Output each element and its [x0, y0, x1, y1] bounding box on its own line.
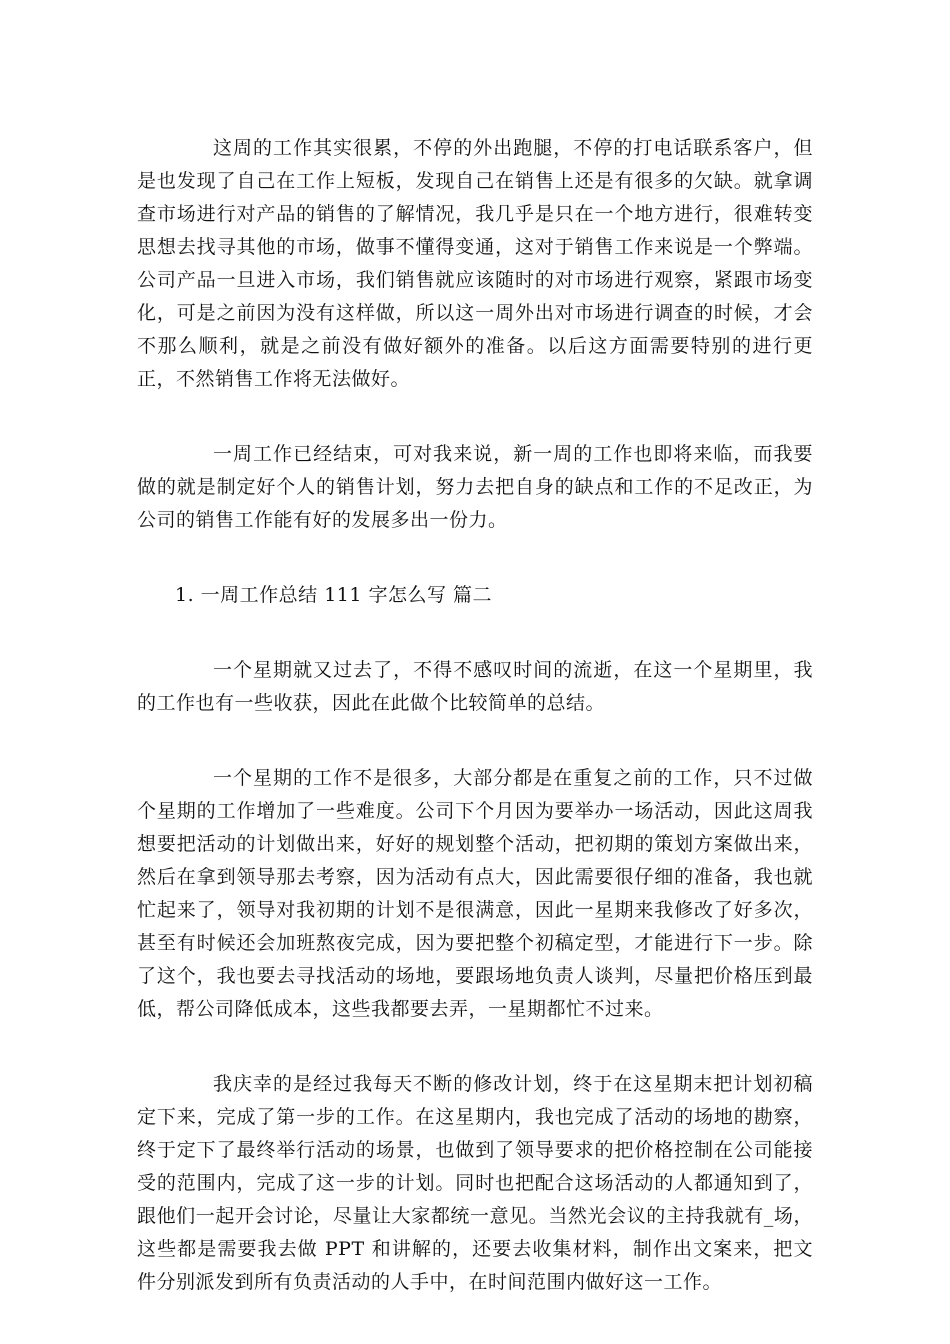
- paragraph-4: 一个星期的工作不是很多，大部分都是在重复之前的工作，只不过做个星期的工作增加了一些难度。公司下个月因为要举办一场活动，因此这周我想要把活动的计划做出来，好好的规划整个活动，把初期的策划方案做出来，然后在拿到领导那去考察，因为活动有点大，因此需要很仔细的准备，我也就忙起来了，领导对我初期的计划不是很满意，因此一星期来我修改了好多次，甚至有时候还会加班熬夜完成，因为要把整个初稿定型，才能进行下一步。除了这个，我也要去寻找活动的场地，要跟场地负责人谈判，尽量把价格压到最低，帮公司降低成本，这些我都要去弄，一星期都忙不过来。: [137, 767, 813, 1020]
- document-body: [137, 132, 813, 1341]
- paragraph-5: 我庆幸的是经过我每天不断的修改计划，终于在这星期末把计划初稿定下来，完成了第一步的工作。在这星期内，我也完成了活动的场地的勘察，终于定下了最终举行活动的场景，也做到了领导要求的把价格控制在公司能接受的范围内，完成了这一步的计划。同时也把配合这场活动的人都通知到了，跟他们一起开会讨论，尽量让大家都统一意见。当然光会议的主持我就有_场，这些都是需要我去做 PPT 和讲解的，还要去收集材料，制作出文案来，把文件分别派发到所有负责活动的人手中，在时间范围内做好这一工作。: [137, 1073, 813, 1293]
- paragraph-2: 一周工作已经结束，可对我来说，新一周的工作也即将来临，而我要做的就是制定好个人的销售计划，努力去把自身的缺点和工作的不足改正，为公司的销售工作能有好的发展多出一份力。: [137, 443, 813, 531]
- section-heading: 1. 一周工作总结 111 字怎么写 篇二: [175, 584, 493, 606]
- paragraph-3: 一个星期就又过去了，不得不感叹时间的流逝，在这一个星期里，我的工作也有一些收获，因此在此做个比较简单的总结。: [137, 659, 813, 714]
- paragraph-1: 这周的工作其实很累，不停的外出跑腿，不停的打电话联系客户，但是也发现了自己在工作上短板，发现自己在销售上还是有很多的欠缺。就拿调查市场进行对产品的销售的了解情况，我几乎是只在一个地方进行，很难转变思想去找寻其他的市场，做事不懂得变通，这对于销售工作来说是一个弊端。公司产品一旦进入市场，我们销售就应该随时的对市场进行观察，紧跟市场变化，可是之前因为没有这样做，所以这一周外出对市场进行调查的时候，才会不那么顺利，就是之前没有做好额外的准备。以后这方面需要特别的进行更正，不然销售工作将无法做好。: [137, 137, 813, 390]
